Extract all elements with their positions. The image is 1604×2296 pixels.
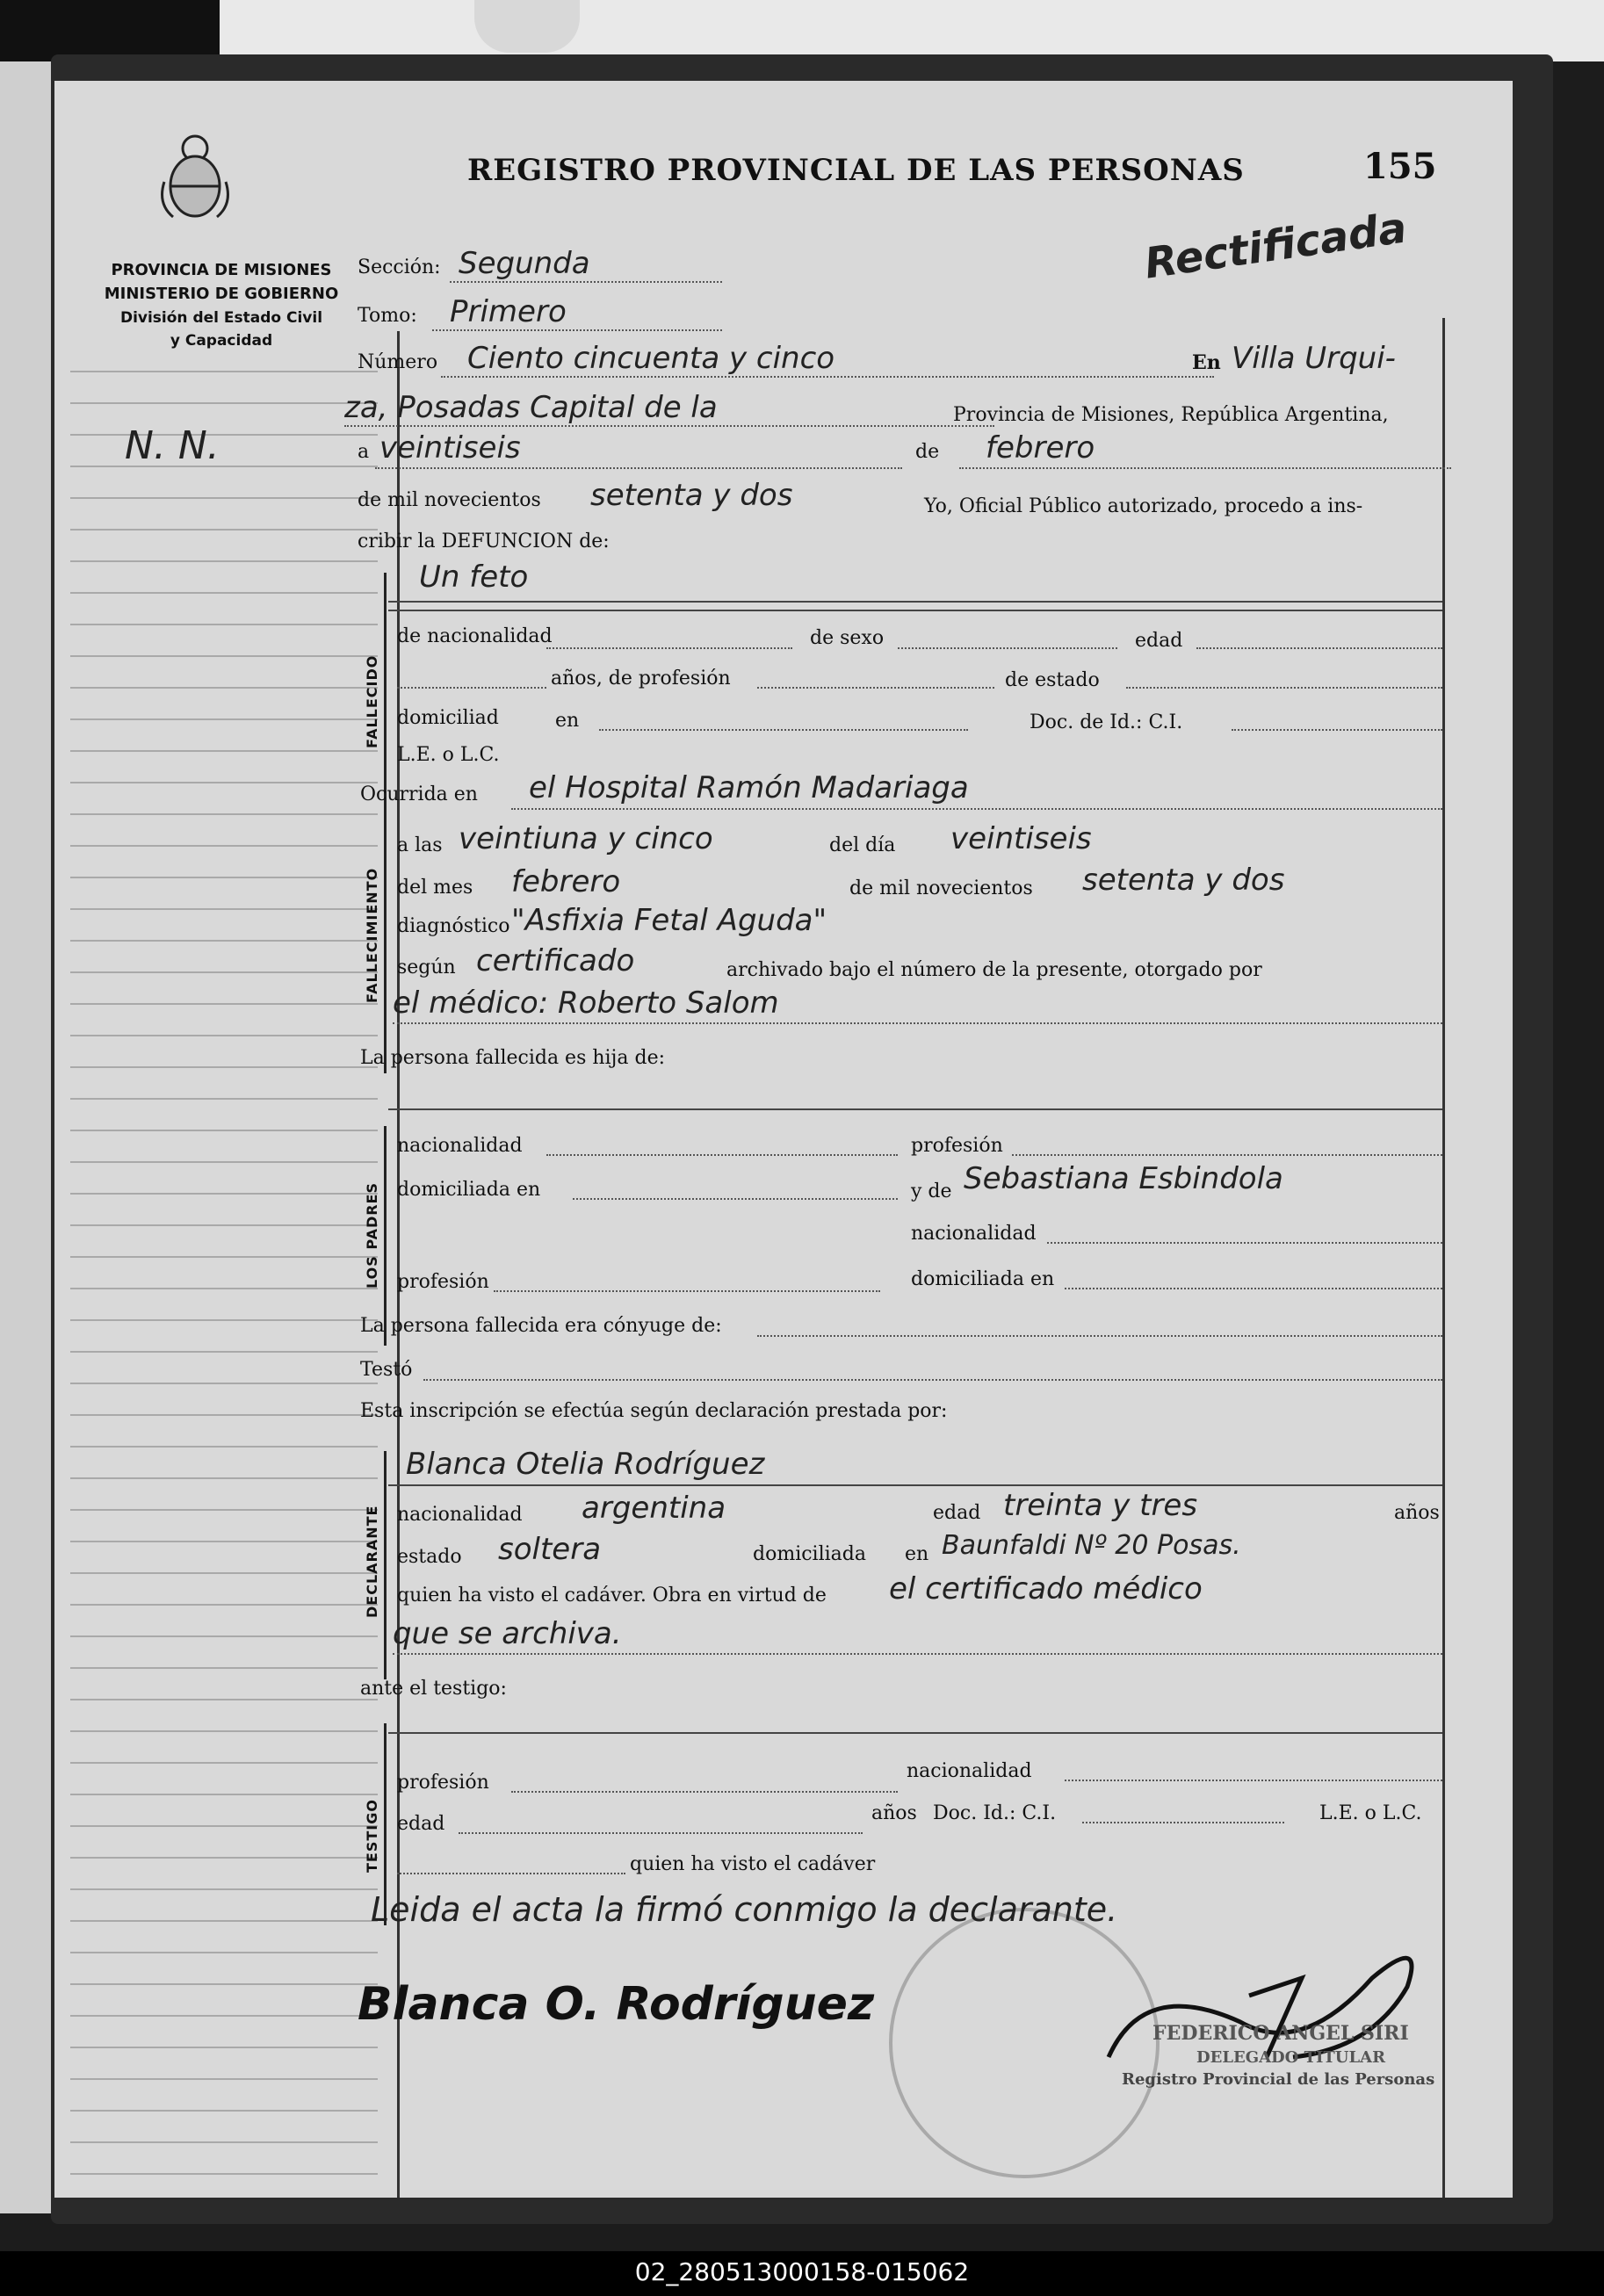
ruled-line: [70, 1161, 378, 1163]
tomo-value: Primero: [450, 294, 567, 329]
ruled-line: [70, 1066, 378, 1068]
ruled-line: [70, 655, 378, 657]
padres-side-label: LOS PADRES: [364, 1181, 380, 1289]
declarante-nacionalidad-label: nacionalidad: [397, 1504, 523, 1526]
ruled-line: [70, 1888, 378, 1890]
dia-fallecimiento: veintiseis: [950, 821, 1092, 856]
ruled-line: [70, 1604, 378, 1606]
ruled-line: [70, 402, 378, 404]
archivado-text: archivado bajo el número de la presente, otorgado por: [726, 959, 1262, 981]
ruled-line: [70, 1572, 378, 1574]
ruled-line: [70, 1983, 378, 1985]
obra-line2: que se archiva.: [393, 1616, 622, 1651]
ruled-line: [70, 1477, 378, 1479]
testigo-le-label: L.E. o L.C.: [1319, 1802, 1422, 1824]
ruled-line: [70, 2047, 378, 2048]
conyuge-text: La persona fallecida era cónyuge de:: [360, 1315, 722, 1337]
ruled-line: [70, 2173, 378, 2175]
ruled-line: [70, 1541, 378, 1542]
domiciliado-label: domiciliad: [397, 707, 499, 729]
padres-profesion2-label: profesión: [397, 1271, 489, 1293]
footer-image-id: 02_280513000158-015062: [634, 2257, 970, 2286]
right-border: [1442, 318, 1445, 2198]
testigo-anios-label: años: [871, 1802, 917, 1824]
ruled-line: [70, 1667, 378, 1669]
ruled-line: [70, 466, 378, 467]
page-title: REGISTRO PROVINCIAL DE LAS PERSONAS: [467, 153, 1245, 188]
ruled-line: [70, 1319, 378, 1321]
ruled-line: [70, 845, 378, 847]
fallecido-side-label: FALLECIDO: [364, 654, 380, 748]
declarante-signature: Blanca O. Rodríguez: [358, 1978, 875, 2031]
ruled-line: [70, 971, 378, 973]
ruled-line: [70, 940, 378, 942]
tomo-label: Tomo:: [358, 305, 417, 327]
declarante-nacionalidad: argentina: [582, 1491, 726, 1526]
cadaver-text: quien ha visto el cadáver. Obra en virtud de: [397, 1585, 827, 1606]
left-page-edge: [0, 61, 54, 2213]
anio-label: de mil novecientos: [358, 489, 541, 511]
testigo-cadaver-text: quien ha visto el cadáver: [630, 1853, 876, 1875]
ruled-line: [70, 560, 378, 562]
ruled-line: [70, 1256, 378, 1258]
ruled-line: [70, 750, 378, 752]
closing-text: Leida el acta la firmó conmigo la declarante.: [371, 1890, 1118, 1929]
ruled-line: [70, 1130, 378, 1131]
estado-label: de estado: [1005, 669, 1100, 691]
ruled-line: [70, 1730, 378, 1732]
anio-fallecimiento: setenta y dos: [1082, 863, 1285, 898]
le-label: L.E. o L.C.: [397, 744, 500, 766]
ruled-line: [70, 1414, 378, 1416]
sexo-label: de sexo: [810, 627, 885, 649]
ruled-line: [70, 1035, 378, 1036]
ruled-line: [70, 624, 378, 625]
ruled-line: [70, 371, 378, 372]
ruled-line: [70, 1794, 378, 1795]
numero-value: Ciento cincuenta y cinco: [467, 341, 835, 376]
anios-profesion-label: años, de profesión: [551, 668, 731, 690]
ruled-line: [70, 1351, 378, 1353]
org-ministry: MINISTERIO DE GOBIERNO: [104, 285, 339, 303]
margin-note: N. N.: [125, 423, 220, 468]
madre-nacionalidad-label: nacionalidad: [911, 1223, 1037, 1245]
ruled-line: [70, 1762, 378, 1764]
declarante-anios-label: años: [1394, 1502, 1440, 1524]
ruled-line: [70, 2015, 378, 2017]
lugar-line2: za, Posadas Capital de la: [344, 390, 718, 425]
ruled-line: [70, 1920, 378, 1922]
binder-clip: [474, 0, 580, 53]
diagnostico-value: "Asfixia Fetal Aguda": [511, 903, 827, 938]
hora-label: a las: [397, 834, 443, 856]
officer-name: FEDERICO ANGEL SIRI: [1152, 2022, 1409, 2045]
anio-label-2: de mil novecientos: [849, 877, 1033, 899]
ruled-line: [70, 2110, 378, 2112]
ruled-line: [70, 2078, 378, 2080]
segun-label: según: [397, 957, 456, 978]
nacionalidad-label: de nacionalidad: [397, 625, 553, 647]
anio-value: setenta y dos: [590, 478, 793, 513]
officer-org: Registro Provincial de las Personas: [1122, 2070, 1435, 2089]
hija-text: La persona fallecida es hija de:: [360, 1047, 666, 1069]
ruled-line: [70, 782, 378, 783]
ruled-line: [70, 1825, 378, 1827]
obra-line1: el certificado médico: [889, 1571, 1203, 1606]
mes-fallecimiento: febrero: [511, 864, 621, 899]
document-page: [54, 81, 1513, 2198]
ruled-line: [70, 1224, 378, 1226]
declarante-nombre: Blanca Otelia Rodríguez: [406, 1447, 765, 1482]
medico-value: el médico: Roberto Salom: [393, 986, 779, 1021]
declarante-domicilio: Baunfaldi Nº 20 Posas.: [942, 1530, 1241, 1561]
org-province: PROVINCIA DE MISIONES: [111, 261, 332, 279]
ruled-line: [70, 2141, 378, 2143]
ruled-line: [70, 1857, 378, 1859]
testigo-nacionalidad-label: nacionalidad: [907, 1760, 1032, 1782]
ruled-line: [70, 908, 378, 910]
ruled-line: [70, 1193, 378, 1195]
ruled-line: [70, 592, 378, 594]
inscribir-text: cribir la DEFUNCION de:: [358, 531, 610, 552]
testo-label: Testó: [360, 1359, 413, 1381]
dia-value: veintiseis: [379, 430, 521, 466]
oficial-text: Yo, Oficial Público autorizado, procedo a ins-: [924, 495, 1363, 517]
declarante-side-label: DECLARANTE: [364, 1505, 380, 1618]
top-strip: [0, 0, 1604, 61]
ruled-line: [70, 1635, 378, 1637]
padres-domiciliada-label: domiciliada en: [397, 1179, 541, 1201]
padres-profesion-label: profesión: [911, 1135, 1003, 1157]
declarante-edad: treinta y tres: [1003, 1488, 1198, 1523]
ocurrida-value: el Hospital Ramón Madariaga: [529, 770, 969, 805]
declarante-estado: soltera: [498, 1532, 602, 1567]
ruled-line: [70, 497, 378, 499]
officer-title: DELEGADO TITULAR: [1196, 2048, 1386, 2067]
ruled-line: [70, 877, 378, 878]
fallecimiento-side-label: FALLECIMIENTO: [364, 867, 380, 1003]
mes-value: febrero: [986, 430, 1095, 466]
ruled-line: [70, 718, 378, 720]
ruled-line: [70, 687, 378, 689]
ruled-line: [70, 1699, 378, 1700]
padres-domiciliada2-label: domiciliada en: [911, 1268, 1055, 1290]
seccion-label: Sección:: [358, 256, 441, 278]
segun-value: certificado: [476, 943, 635, 978]
org-capacity: y Capacidad: [170, 332, 273, 350]
declarante-domiciliada-label: domiciliada: [753, 1543, 866, 1565]
a-label: a: [358, 441, 370, 463]
seccion-value: Segunda: [459, 246, 590, 281]
edad-label: edad: [1135, 630, 1183, 652]
madre-nombre: Sebastiana Esbindola: [964, 1161, 1283, 1196]
ruled-line: [70, 1383, 378, 1384]
yde-label: y de: [911, 1180, 952, 1202]
mes-label: del mes: [397, 877, 473, 899]
del-dia-label: del día: [829, 834, 896, 856]
diagnostico-label: diagnóstico: [397, 915, 510, 937]
en-label-2: en: [555, 710, 580, 732]
ruled-line: [70, 1098, 378, 1100]
padres-nacionalidad-label: nacionalidad: [397, 1135, 523, 1157]
ruled-line: [70, 434, 378, 436]
ruled-line: [70, 1003, 378, 1005]
doc-label: Doc. de Id.: C.I.: [1030, 711, 1183, 733]
ruled-line: [70, 1446, 378, 1448]
org-division: División del Estado Civil: [119, 309, 323, 327]
ruled-line: [70, 529, 378, 531]
testigo-side-label: TESTIGO: [364, 1799, 380, 1873]
declarante-en-label: en: [905, 1543, 929, 1565]
testigo-doc-label: Doc. Id.: C.I.: [933, 1802, 1057, 1824]
rectificada-annotation: Rectificada: [1141, 203, 1410, 289]
ruled-line: [70, 1509, 378, 1511]
de-label: de: [915, 441, 940, 463]
testigo-edad-label: edad: [397, 1813, 445, 1835]
ruled-line: [70, 813, 378, 815]
fallecido-nombre: Un feto: [419, 560, 529, 595]
hora-value: veintiuna y cinco: [459, 821, 713, 856]
declarante-estado-label: estado: [397, 1546, 462, 1568]
numero-label: Número: [358, 351, 438, 373]
provincia-text: Provincia de Misiones, República Argentina,: [953, 404, 1389, 426]
ocurrida-label: Ocurrida en: [360, 783, 478, 805]
lugar-line1: Villa Urqui-: [1232, 341, 1396, 376]
en-label: En: [1192, 351, 1221, 374]
testigo-profesion-label: profesión: [397, 1772, 489, 1794]
folio-number: 155: [1363, 146, 1437, 187]
ruled-line: [70, 1288, 378, 1289]
declarante-intro: Esta inscripción se efectúa según declaración prestada por:: [360, 1400, 948, 1422]
coat-of-arms-icon: [155, 129, 235, 226]
declarante-edad-label: edad: [933, 1502, 981, 1524]
testigo-intro: ante el testigo:: [360, 1678, 507, 1700]
ruled-line: [70, 1952, 378, 1953]
